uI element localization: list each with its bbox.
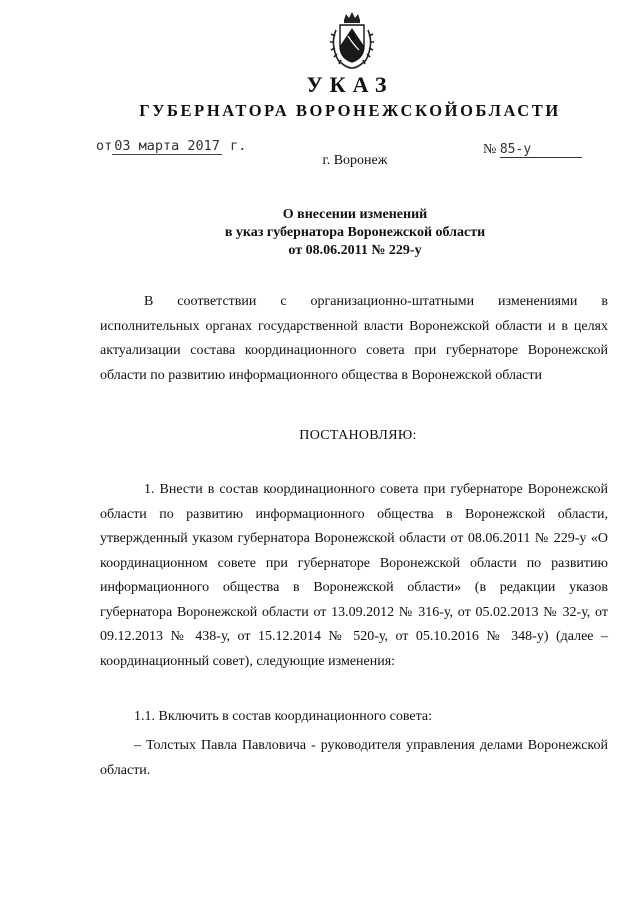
number-prefix: № bbox=[483, 142, 497, 157]
voronezh-coat-of-arms-icon bbox=[326, 10, 378, 70]
member-list-item: – Толстых Павла Павловича - руководителя управления делами Воронежской области. bbox=[100, 738, 608, 778]
document-city: г. Воронеж bbox=[322, 153, 388, 168]
clause-1-paragraph: 1. Внести в состав координационного совета при губернаторе Воронежской области по развитию информационного общества в Воронежской области, утвержденный указом губернатора Воронежской области от 08.06.2011 № 229-у «О координационном совете при губернаторе Воронежской области по развитию информационного общества в Воронежской области» (в редакции указов губернатора Воронежской области от 13.09.2012 № 316-у, от 05.02.2013 № 32-у, от 09.12.2013 № 438-у, от 15.12.2014 № 520-у, от 05.10.2016 № 348-у) (далее – координационный совет), следующие изменения: bbox=[100, 482, 608, 669]
date-suffix: г. bbox=[230, 138, 247, 154]
date-value: 03 марта 2017 bbox=[114, 138, 220, 154]
document-date bbox=[96, 138, 246, 154]
subject-line-3: от 08.06.2011 № 229-у bbox=[288, 243, 422, 258]
date-prefix: от bbox=[96, 138, 113, 154]
document-title: УКАЗ bbox=[306, 72, 394, 97]
subject-line-2: в указ губернатора Воронежской области bbox=[224, 225, 486, 240]
number-value: 85-у bbox=[500, 142, 582, 158]
preamble-paragraph: В соответствии с организационно-штатными изменениями в исполнительных органах государственной власти Воронежской области и в целях актуализации состава координационного совета при губернаторе Воронежской области по развитию информационного общества в Воронежской области bbox=[100, 294, 608, 383]
clause-1-1-paragraph: 1.1. Включить в состав координационного совета: bbox=[134, 709, 433, 724]
decree-heading: ПОСТАНОВЛЯЮ: bbox=[299, 428, 417, 443]
document-subject bbox=[0, 206, 640, 260]
subject-line-1: О внесении изменений bbox=[282, 207, 428, 222]
document-issuer: ГУБЕРНАТОРА ВОРОНЕЖСКОЙОБЛАСТИ bbox=[139, 101, 561, 120]
